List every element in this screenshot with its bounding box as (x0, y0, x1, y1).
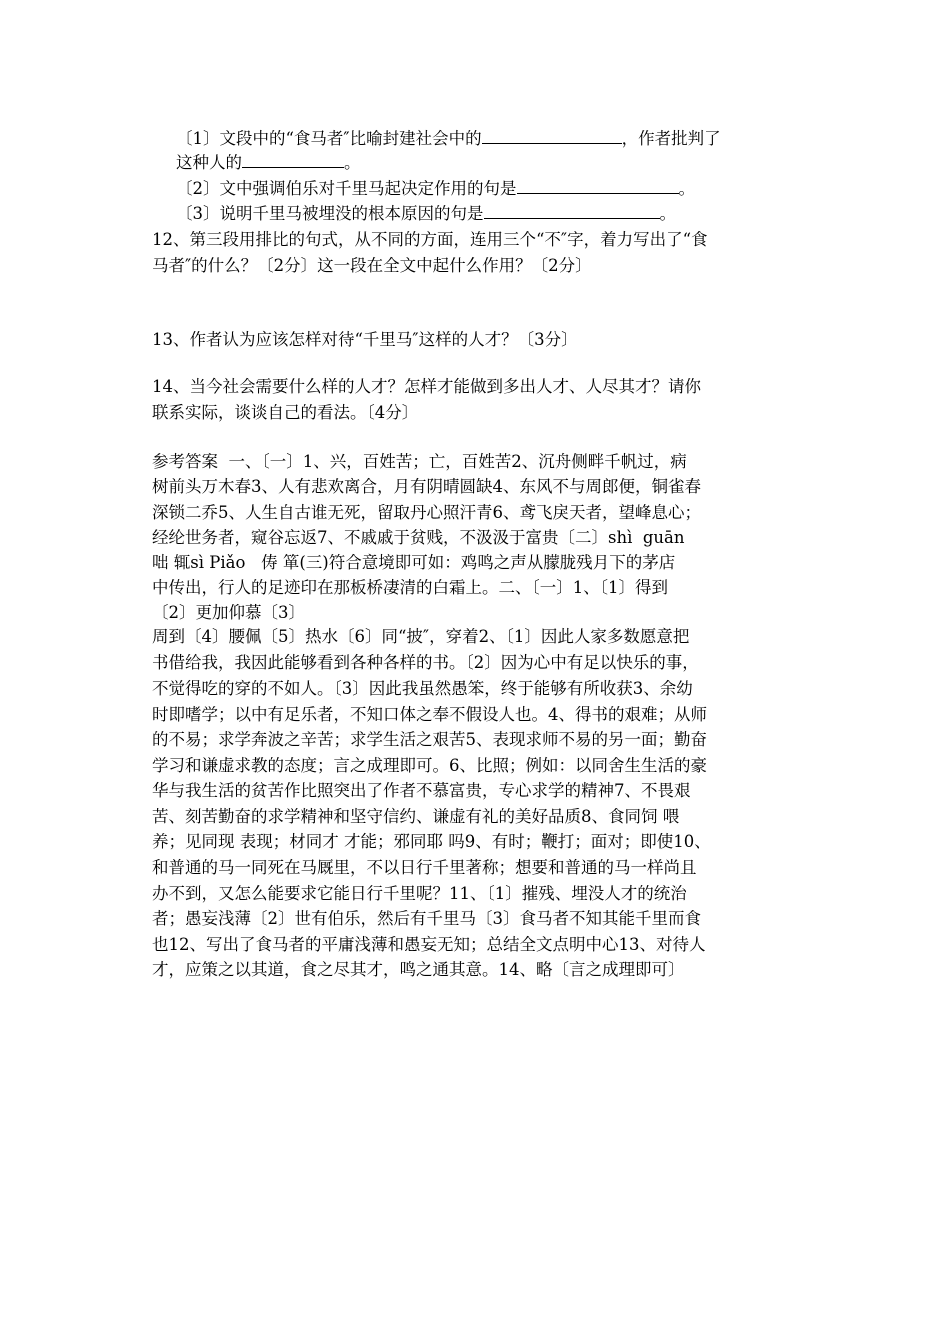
answer-line: 参考答案 一、〔一〕1、兴，百姓苦；亡，百姓苦2、沉舟侧畔千帆过，病 (152, 452, 687, 471)
question-11-1-line1 (176, 128, 721, 150)
question-text: 这种人的 (176, 153, 242, 172)
answer-line: 的不易；求学奔波之辛苦；求学生活之艰苦5、表现求师不易的另一面；勤奋 (152, 730, 707, 749)
question-text: 〔1〕文段中的“食马者″比喻封建社会中的 (176, 129, 482, 148)
answer-line: 学习和谦虚求教的态度；言之成理即可。6、比照；例如：以同舍生生活的豪 (152, 756, 707, 775)
question-11-3 (176, 203, 676, 225)
question-text: 。 (344, 153, 361, 172)
answer-line: 时即嗜学；以中有足乐者，不知口体之奉不假设人也。4、得书的艰难；从师 (152, 705, 707, 724)
question-14-line2: 联系实际，谈谈自己的看法。〔4分〕 (152, 403, 419, 422)
question-12-line2: 马者″的什么？〔2分〕这一段在全文中起什么作用？〔2分〕 (152, 256, 592, 275)
answer-blank[interactable] (484, 203, 660, 219)
answer-blank[interactable] (482, 128, 622, 144)
answer-line: 不觉得吃的穿的不如人。〔3〕因此我虽然愚笨，终于能够有所收获3、余幼 (152, 679, 693, 698)
answer-line: 咄 辄sì Piǎo 俦 箪(三)符合意境即可如：鸡鸣之声从朦胧残月下的茅店 (152, 553, 676, 572)
question-14-line1: 14、当今社会需要什么样的人才？怎样才能做到多出人才、人尽其才？请你 (152, 377, 701, 396)
answer-line: 也12、写出了食马者的平庸浅薄和愚妄无知；总结全文点明中心13、对待人 (152, 935, 706, 954)
answer-line: 华与我生活的贫苦作比照突出了作者不慕富贵，专心求学的精神7、不畏艰 (152, 781, 691, 800)
answer-line: 苦、刻苦勤奋的求学精神和坚守信约、谦虚有礼的美好品质8、食同饲 喂 (152, 807, 680, 826)
answer-line: 树前头万木春3、人有悲欢离合，月有阴晴圆缺4、东风不与周郎便，铜雀春 (152, 477, 701, 496)
answer-line: 深锁二乔5、人生自古谁无死，留取丹心照汗青6、鸢飞戾天者，望峰息心； (152, 503, 701, 522)
question-text: 。 (678, 179, 695, 198)
question-text: 〔2〕文中强调伯乐对千里马起决定作用的句是 (176, 179, 517, 198)
answer-line: 中传出，行人的足迹印在那板桥凄清的白霜上。二、〔一〕1、〔1〕得到 (152, 578, 668, 597)
answer-blank[interactable] (517, 178, 679, 194)
question-text: ，作者批判了 (621, 129, 721, 148)
question-text: 〔3〕说明千里马被埋没的根本原因的句是 (176, 204, 484, 223)
answer-line: 办不到，又怎么能要求它能日行千里呢？11、〔1〕摧残、埋没人才的统治 (152, 884, 687, 903)
answer-line: 书借给我，我因此能够看到各种各样的书。〔2〕因为心中有足以快乐的事， (152, 653, 699, 672)
question-12-line1: 12、第三段用排比的句式，从不同的方面，连用三个“不″字，着力写出了“食 (152, 230, 708, 249)
question-11-2 (176, 178, 695, 200)
question-13: 13、作者认为应该怎样对待“千里马″这样的人才？〔3分〕 (152, 330, 578, 349)
answer-line: 经纶世务者，窥谷忘返7、不戚戚于贫贱，不汲汲于富贵〔二〕shì guān (152, 528, 685, 547)
answer-line: 和普通的马一同死在马厩里，不以日行千里著称；想要和普通的马一样尚且 (152, 858, 697, 877)
answer-line: 才，应策之以其道，食之尽其才，鸣之通其意。14、略〔言之成理即可〕 (152, 960, 685, 979)
question-text: 。 (659, 204, 676, 223)
answer-line: 周到〔4〕腰佩〔5〕热水〔6〕同“披″，穿着2、〔1〕因此人家多数愿意把 (152, 627, 690, 646)
question-11-1-line2 (176, 152, 361, 174)
answer-line: 者；愚妄浅薄〔2〕世有伯乐，然后有千里马〔3〕食马者不知其能千里而食 (152, 909, 701, 928)
answer-line: 〔2〕更加仰慕〔3〕 (152, 603, 305, 622)
answer-line: 养；见同现 表现；材同才 才能；邪同耶 吗9、有时；鞭打；面对；即使10、 (152, 832, 711, 851)
answer-blank[interactable] (242, 152, 344, 168)
